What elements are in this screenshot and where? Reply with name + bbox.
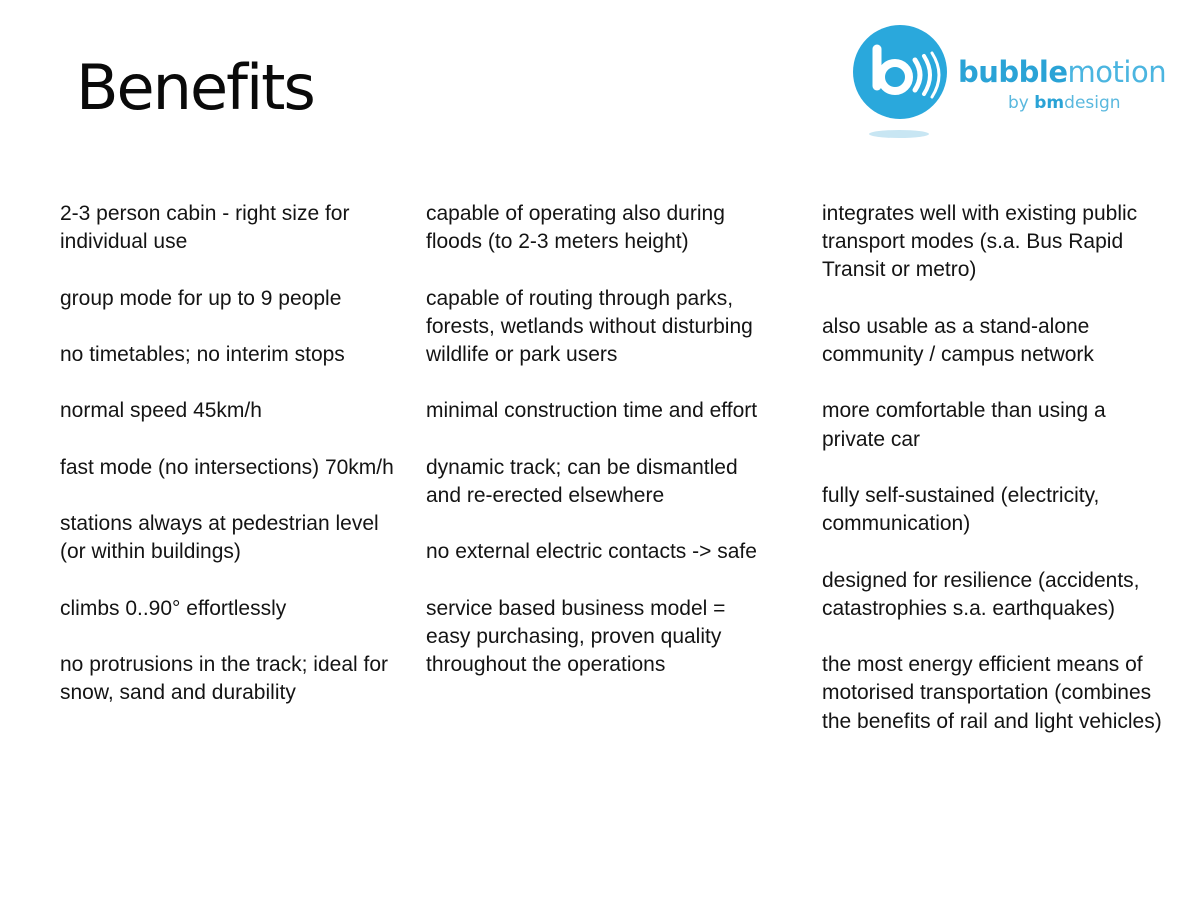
- benefit-item: service based business model = easy purchasing, proven quality throughout the operations: [426, 596, 726, 677]
- benefit-item: group mode for up to 9 people: [60, 286, 342, 310]
- benefit-item: climbs 0..90° effortlessly: [60, 596, 287, 620]
- benefit-item: fast mode (no intersections) 70km/h: [60, 455, 394, 479]
- benefit-item: the most energy efficient means of motorised transportation (combines the benefits of rail and light vehicles): [822, 653, 1162, 733]
- slide-title: Benefits: [76, 51, 314, 124]
- benefit-item: minimal construction time and effort: [426, 399, 758, 423]
- logo-sub-light: design: [1064, 93, 1121, 113]
- logo-word-light: motion: [1067, 55, 1167, 89]
- benefit-item: capable of operating also during floods (to 2-3 meters height): [426, 202, 725, 254]
- benefits-column-1: [60, 200, 395, 736]
- benefit-item: normal speed 45km/h: [60, 399, 262, 423]
- benefit-item: more comfortable than using a private car: [822, 399, 1106, 451]
- logo-byline: [1008, 95, 1121, 112]
- logo-sub-prefix: by: [1008, 93, 1035, 113]
- benefit-item: also usable as a stand-alone community / campus network: [822, 314, 1094, 366]
- benefit-item: integrates well with existing public transport modes (s.a. Bus Rapid Transit or metro): [822, 202, 1138, 282]
- benefits-column-3: [822, 200, 1172, 764]
- benefit-item: capable of routing through parks, forests, wetlands without disturbing wildlife or park users: [426, 286, 753, 366]
- logo-wordmark: [958, 55, 1167, 89]
- bubble-logo-icon: [850, 22, 950, 142]
- benefit-item: stations always at pedestrian level (or within buildings): [60, 512, 379, 564]
- benefit-item: no protrusions in the track; ideal for snow, sand and durability: [60, 653, 389, 705]
- benefit-item: designed for resilience (accidents, catastrophies s.a. earthquakes): [822, 568, 1140, 620]
- benefit-item: 2-3 person cabin - right size for individual use: [60, 202, 350, 254]
- benefit-item: no external electric contacts -> safe: [426, 540, 757, 564]
- logo-sub-bold: bm: [1034, 93, 1065, 113]
- logo-word-bold: bubble: [958, 55, 1068, 89]
- benefit-item: fully self-sustained (electricity, communication): [822, 483, 1100, 536]
- benefit-item: dynamic track; can be dismantled and re-erected elsewhere: [426, 455, 738, 507]
- benefit-item: no timetables; no interim stops: [60, 342, 345, 366]
- benefits-column-2: [426, 200, 771, 708]
- bubblemotion-logo: [850, 22, 1180, 142]
